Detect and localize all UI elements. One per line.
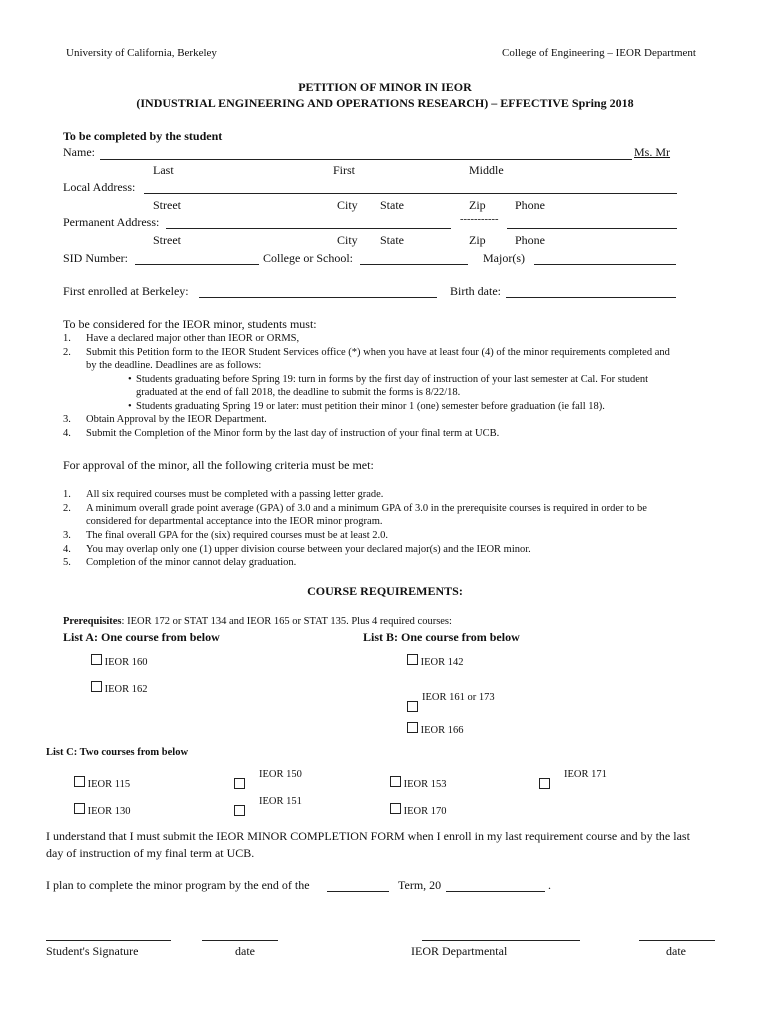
list-c-item-ieor-150: IEOR 150 xyxy=(259,769,302,780)
approval-num-5: 5. xyxy=(63,557,71,568)
permanent-dashes: ----------- xyxy=(460,214,499,225)
local-city-label: City xyxy=(337,198,358,212)
list-b-item-ieor-142[interactable] xyxy=(407,654,464,668)
consideration-intro: To be considered for the IEOR minor, students must: xyxy=(63,317,317,331)
list-c-item-ieor-171: IEOR 171 xyxy=(564,769,607,780)
checkbox[interactable] xyxy=(407,722,418,733)
permanent-city-label: City xyxy=(337,233,358,247)
course-label: IEOR 142 xyxy=(420,657,464,668)
permanent-phone-label: Phone xyxy=(515,233,545,247)
bullet-2: Students graduating Spring 19 or later: must petition their minor 1 (one) semester before graduation (ie fall 18). xyxy=(136,401,605,412)
list-c-item-ieor-130[interactable] xyxy=(74,803,131,817)
list-a-item-ieor-162[interactable] xyxy=(91,681,148,695)
sid-field[interactable] xyxy=(135,264,259,265)
birth-date-field[interactable] xyxy=(506,297,676,298)
understand-statement-cont: day of instruction of my final term at UCB. xyxy=(46,846,255,860)
permanent-address-field[interactable] xyxy=(166,228,451,229)
first-label: First xyxy=(333,163,356,177)
sid-label: SID Number: xyxy=(63,251,128,265)
student-section-heading: To be completed by the student xyxy=(63,129,223,143)
checkbox[interactable] xyxy=(74,803,85,814)
form-subtitle: (INDUSTRIAL ENGINEERING AND OPERATIONS RESEARCH) – EFFECTIVE Spring 2018 xyxy=(136,96,634,110)
college-label: College or School: xyxy=(263,251,353,265)
approval-item-3: The final overall GPA for the (six) required courses must be at least 2.0. xyxy=(86,530,388,541)
list-c-item-ieor-151: IEOR 151 xyxy=(259,796,302,807)
ieor-departmental-label: IEOR Departmental xyxy=(411,944,508,958)
ieor-signature-field[interactable] xyxy=(422,940,580,941)
consideration-item-4: Submit the Completion of the Minor form by the last day of instruction of your final term at UCB. xyxy=(86,428,500,439)
course-label: IEOR 160 xyxy=(104,657,148,668)
list-a-heading: List A: One course from below xyxy=(63,630,220,644)
list-b-item-ieor-161-173: IEOR 161 or 173 xyxy=(422,692,495,703)
local-state-label: State xyxy=(380,198,404,212)
consideration-item-1: Have a declared major other than IEOR or ORMS, xyxy=(86,333,300,344)
understand-statement: I understand that I must submit the IEOR MINOR COMPLETION FORM when I enroll in my last requirement course and by the last xyxy=(46,829,690,843)
course-label: IEOR 166 xyxy=(420,725,464,736)
permanent-zip-label: Zip xyxy=(469,233,486,247)
checkbox[interactable] xyxy=(390,803,401,814)
consideration-item-3: Obtain Approval by the IEOR Department. xyxy=(86,414,267,425)
approval-item-2: A minimum overall grade point average (GPA) of 3.0 and a minimum GPA of 3.0 in the prerequisite courses is required in order to be xyxy=(86,503,647,514)
header-university: University of California, Berkeley xyxy=(66,47,217,59)
name-label: Name: xyxy=(63,145,95,159)
last-label: Last xyxy=(153,163,174,177)
plan-year-field[interactable] xyxy=(446,891,545,892)
approval-num-2: 2. xyxy=(63,503,71,514)
bullet-1: Students graduating before Spring 19: turn in forms by the first day of instruction of your last semester at Cal. For student xyxy=(136,374,649,385)
list-c-item-ieor-170[interactable] xyxy=(390,803,447,817)
salutation-label: Ms. Mr xyxy=(634,145,671,159)
course-label: IEOR 115 xyxy=(87,779,131,790)
approval-num-3: 3. xyxy=(63,530,71,541)
first-enrolled-field[interactable] xyxy=(199,297,437,298)
consideration-item-2-cont: by the deadline. Deadlines are as follows: xyxy=(86,360,262,371)
course-label: IEOR 130 xyxy=(87,806,131,817)
list-c-checkbox-ieor-171[interactable] xyxy=(539,778,550,789)
checkbox[interactable] xyxy=(390,776,401,787)
list-c-checkbox-ieor-150[interactable] xyxy=(234,778,245,789)
permanent-street-label: Street xyxy=(153,233,181,247)
list-b-item-ieor-166[interactable] xyxy=(407,722,464,736)
list-b-heading: List B: One course from below xyxy=(363,630,520,644)
local-street-label: Street xyxy=(153,198,181,212)
plan-prefix: I plan to complete the minor program by the end of the xyxy=(46,878,310,892)
permanent-address-label: Permanent Address: xyxy=(63,215,160,229)
student-date-label: date xyxy=(235,944,255,958)
consideration-num-2: 2. xyxy=(63,347,71,358)
list-b-checkbox-ieor-161-173[interactable] xyxy=(407,701,418,712)
birth-date-label: Birth date: xyxy=(450,284,501,298)
list-c-heading: List C: Two courses from below xyxy=(46,747,189,758)
checkbox[interactable] xyxy=(91,681,102,692)
local-phone-label: Phone xyxy=(515,198,545,212)
course-label: IEOR 170 xyxy=(403,806,447,817)
checkbox[interactable] xyxy=(407,654,418,665)
prerequisites-line xyxy=(63,616,452,627)
course-requirements-heading: COURSE REQUIREMENTS: xyxy=(307,584,463,598)
approval-num-4: 4. xyxy=(63,544,71,555)
prerequisites-text: : IEOR 172 or STAT 134 and IEOR 165 or STAT 135. Plus 4 required courses: xyxy=(121,616,452,627)
prerequisites-label: Prerequisites xyxy=(63,616,122,627)
name-field[interactable] xyxy=(100,159,632,160)
list-a-item-ieor-160[interactable] xyxy=(91,654,148,668)
approval-item-2-cont: considered for departmental acceptance into the IEOR minor program. xyxy=(86,516,383,527)
local-zip-label: Zip xyxy=(469,198,486,212)
consideration-item-2: Submit this Petition form to the IEOR Student Services office (*) when you have at least four (4) of the minor requirements completed and xyxy=(86,347,670,358)
consideration-num-4: 4. xyxy=(63,428,71,439)
major-label: Major(s) xyxy=(483,251,525,265)
course-label: IEOR 153 xyxy=(403,779,447,790)
header-department: College of Engineering – IEOR Department xyxy=(502,47,696,59)
permanent-phone-field[interactable] xyxy=(507,228,677,229)
checkbox[interactable] xyxy=(91,654,102,665)
approval-item-5: Completion of the minor cannot delay graduation. xyxy=(86,557,297,568)
student-date-field[interactable] xyxy=(202,940,278,941)
bullet-2-marker: • xyxy=(128,401,132,412)
plan-term-field[interactable] xyxy=(327,891,389,892)
course-label: IEOR 162 xyxy=(104,684,148,695)
form-title: PETITION OF MINOR IN IEOR xyxy=(298,80,472,94)
approval-intro: For approval of the minor, all the following criteria must be met: xyxy=(63,458,374,472)
major-field[interactable] xyxy=(534,264,676,265)
college-field[interactable] xyxy=(360,264,468,265)
first-enrolled-label: First enrolled at Berkeley: xyxy=(63,284,189,298)
local-address-label: Local Address: xyxy=(63,180,136,194)
approval-item-4: You may overlap only one (1) upper division course between your declared major(s) and the IEOR minor. xyxy=(86,544,531,555)
consideration-num-3: 3. xyxy=(63,414,71,425)
student-signature-label: Student's Signature xyxy=(46,944,139,958)
permanent-state-label: State xyxy=(380,233,404,247)
list-c-item-ieor-153[interactable] xyxy=(390,776,447,790)
approval-num-1: 1. xyxy=(63,489,71,500)
plan-term-label: Term, 20 xyxy=(398,878,442,892)
consideration-num-1: 1. xyxy=(63,333,71,344)
ieor-date-label: date xyxy=(666,944,686,958)
ieor-date-field[interactable] xyxy=(639,940,715,941)
local-address-field[interactable] xyxy=(144,193,677,194)
bullet-1-cont: graduated at the end of fall 2018, the deadline to submit the forms is 8/22/18. xyxy=(136,387,461,398)
plan-end: . xyxy=(548,878,551,892)
middle-label: Middle xyxy=(469,163,504,177)
student-signature-field[interactable] xyxy=(46,940,171,941)
approval-item-1: All six required courses must be completed with a passing letter grade. xyxy=(86,489,384,500)
list-c-item-ieor-115[interactable] xyxy=(74,776,130,790)
bullet-1-marker: • xyxy=(128,374,132,385)
checkbox[interactable] xyxy=(74,776,85,787)
list-c-checkbox-ieor-151[interactable] xyxy=(234,805,245,816)
